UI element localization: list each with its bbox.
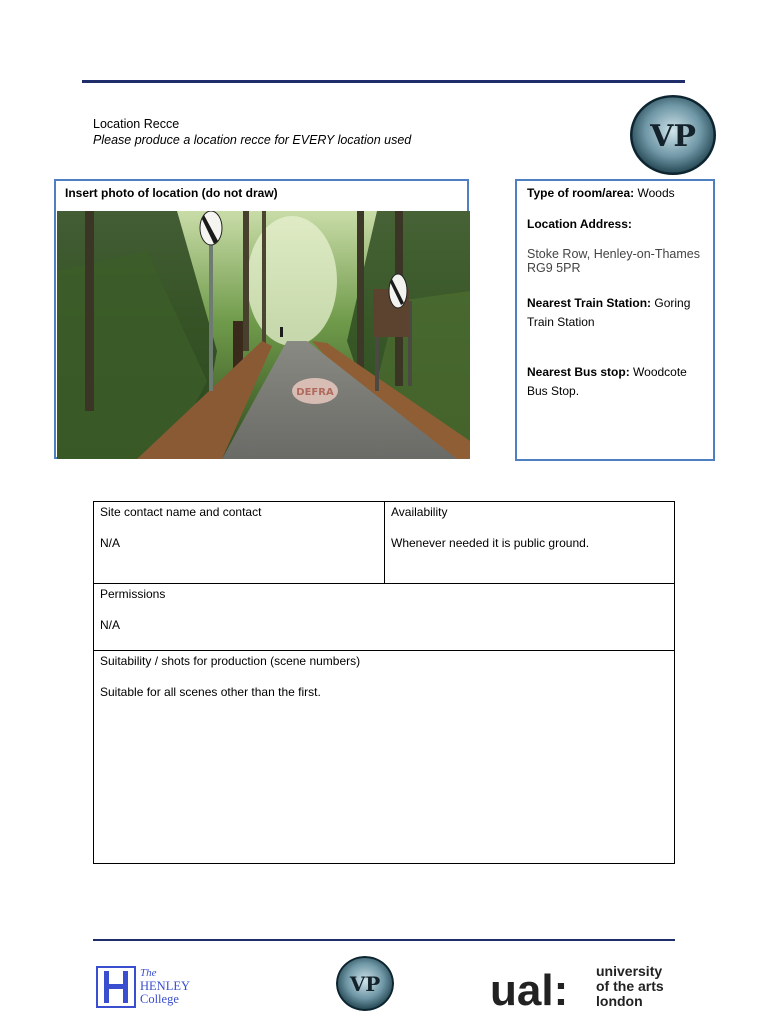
availability-value: Whenever needed it is public ground. <box>391 536 590 550</box>
bus-stop-value: Woodcote Bus Stop. <box>527 365 687 398</box>
ual-logo <box>490 962 680 1012</box>
availability-header: Availability <box>391 505 448 519</box>
room-type-label: Type of room/area: <box>527 186 635 200</box>
footer-rule <box>93 939 675 941</box>
henley-name-text: HENLEY <box>140 979 190 993</box>
room-type-value: Woods <box>637 186 675 200</box>
road-marking-text: DEFRA <box>296 387 334 398</box>
train-station-value: Goring Train Station <box>527 296 691 329</box>
photo-panel <box>54 179 469 459</box>
contact-header: Site contact name and contact <box>100 505 262 519</box>
vp-footer-logo-text: VP <box>349 972 381 996</box>
ual-line2-text: of the arts <box>596 978 664 994</box>
location-info-panel <box>515 179 715 461</box>
henley-college-text: College <box>140 992 179 1006</box>
ual-line3-text: london <box>596 993 643 1009</box>
contact-value: N/A <box>100 536 121 550</box>
ual-mark-text: ual: <box>490 966 569 1012</box>
bus-stop-row <box>527 363 707 401</box>
vp-logo <box>630 95 716 175</box>
document-title: Location Recce <box>93 117 180 131</box>
address-label: Location Address: <box>527 217 632 231</box>
vp-footer-logo <box>336 956 394 1011</box>
permissions-value: N/A <box>100 618 121 632</box>
header-rule <box>82 80 685 83</box>
ual-line1-text: university <box>596 963 663 979</box>
photo-caption: Insert photo of location (do not draw) <box>65 186 278 200</box>
suitability-header: Suitability / shots for production (scene numbers) <box>100 654 361 668</box>
recce-details-table <box>93 501 675 864</box>
availability-cell <box>385 502 675 584</box>
contact-cell <box>94 502 385 584</box>
train-station-label: Nearest Train Station: <box>527 296 652 310</box>
permissions-cell <box>94 584 675 651</box>
location-photo <box>57 211 470 459</box>
address-value: Stoke Row, Henley-on-Thames RG9 5PR <box>527 247 700 275</box>
henley-the-text: The <box>140 967 157 979</box>
train-station-row <box>527 294 707 332</box>
room-type-row <box>527 184 675 203</box>
suitability-cell <box>94 651 675 864</box>
bus-stop-label: Nearest Bus stop: <box>527 365 630 379</box>
vp-logo-text: VP <box>650 119 696 154</box>
henley-college-logo <box>96 965 206 1009</box>
document-subtitle: Please produce a location recce for EVERY location used <box>93 133 412 147</box>
permissions-header: Permissions <box>100 587 166 601</box>
suitability-value: Suitable for all scenes other than the first. <box>100 685 321 699</box>
